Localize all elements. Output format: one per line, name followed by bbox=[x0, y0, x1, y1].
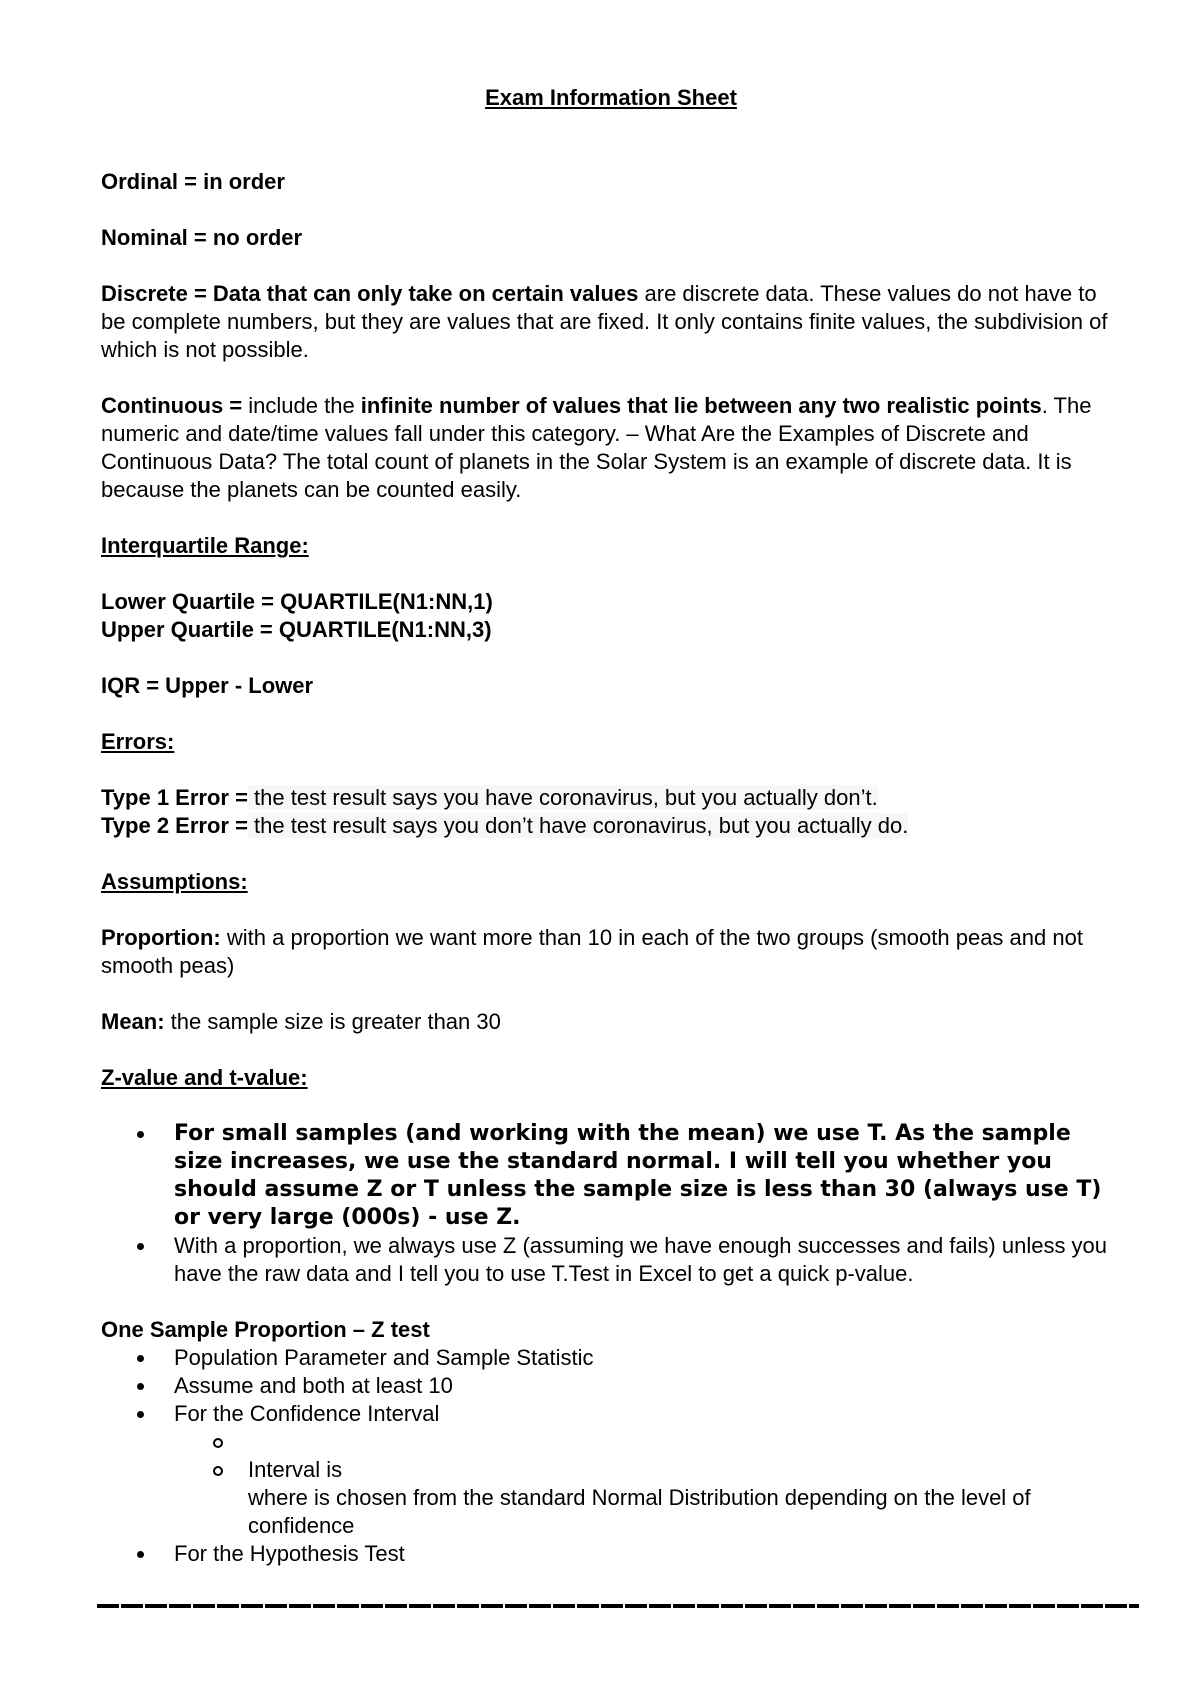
one-sample-list bbox=[101, 1344, 1121, 1568]
list-item: With a proportion, we always use Z (assuming we have enough successes and fails) unless you have the raw data and I tell you to use T.Test in Excel to get a quick p-value. bbox=[101, 1232, 1121, 1288]
assumptions-heading bbox=[101, 868, 1121, 896]
list-item: Assume and both at least 10 bbox=[101, 1372, 1121, 1400]
type2-text: the test result says you don’t have coronavirus, but you actually do. bbox=[247, 813, 909, 838]
document-page bbox=[101, 84, 1121, 1568]
upper-quartile-formula: Upper Quartile = QUARTILE(N1:NN,3) bbox=[101, 617, 492, 642]
continuous-bold-phrase: infinite number of values that lie between any two realistic points bbox=[360, 393, 1042, 418]
ordinal-text: Ordinal = in order bbox=[101, 169, 285, 194]
page-title: Exam Information Sheet bbox=[485, 85, 737, 110]
nominal-definition bbox=[101, 224, 1121, 252]
nominal-text: Nominal = no order bbox=[101, 225, 303, 250]
list-item: For the Confidence Interval bbox=[101, 1400, 1121, 1428]
list-item: For the Hypothesis Test bbox=[101, 1540, 1121, 1568]
spacer bbox=[101, 1288, 1121, 1316]
proportion-text: with a proportion we want more than 10 in each of the two groups (smooth peas and not smooth peas) bbox=[101, 925, 1083, 978]
iqr-formula-line bbox=[101, 672, 1121, 700]
type1-text: the test result says you have coronavirus, but you actually don’t. bbox=[247, 785, 878, 810]
proportion-label: Proportion: bbox=[101, 925, 221, 950]
sub-list-item bbox=[101, 1428, 1121, 1456]
page-break-rule bbox=[97, 1604, 1139, 1608]
quartile-formulas bbox=[101, 588, 1121, 616]
continuous-text-1: include the bbox=[242, 393, 361, 418]
zt-heading-text: Z-value and t-value: bbox=[101, 1065, 308, 1090]
interval-label: Interval is bbox=[248, 1457, 343, 1482]
mean-text: the sample size is greater than 30 bbox=[164, 1009, 501, 1034]
lower-quartile-formula: Lower Quartile = QUARTILE(N1:NN,1) bbox=[101, 589, 493, 614]
iqr-heading bbox=[101, 532, 1121, 560]
proportion-assumption bbox=[101, 924, 1121, 980]
discrete-text: are discrete data. These values do not have to be complete numbers, but they are values that are fixed. It only contains finite values, the subdivision of which is not possible. bbox=[101, 281, 1108, 362]
continuous-text-2: . The numeric and date/time values fall under this category. – What Are the Examples of Discrete and Continuous Data? The total count of planets in the Solar System is an example of discrete data. It is because the planets can be counted easily. bbox=[101, 393, 1092, 502]
one-sample-heading-text: One Sample Proportion – Z test bbox=[101, 1317, 430, 1342]
iqr-formula: IQR = Upper - Lower bbox=[101, 673, 314, 698]
errors-heading-text: Errors: bbox=[101, 729, 175, 754]
discrete-definition bbox=[101, 280, 1121, 364]
zt-heading bbox=[101, 1064, 1121, 1092]
type2-error bbox=[101, 812, 1121, 840]
continuous-definition bbox=[101, 392, 1121, 504]
list-item: For small samples (and working with the mean) we use T. As the sample size increases, we use the standard normal. I will tell you whether you should assume Z or T unless the sample size is less than 30 (always use T) or very large (000s) - use Z. bbox=[101, 1120, 1121, 1232]
zt-list bbox=[101, 1120, 1121, 1288]
type1-label: Type 1 Error = bbox=[101, 785, 248, 810]
continuous-bold-label: Continuous = bbox=[101, 393, 243, 418]
type2-label: Type 2 Error = bbox=[101, 813, 248, 838]
sub-list-item bbox=[101, 1456, 1121, 1540]
errors-heading bbox=[101, 728, 1121, 756]
list-item: Population Parameter and Sample Statistic bbox=[101, 1344, 1121, 1372]
mean-assumption bbox=[101, 1008, 1121, 1036]
type1-error bbox=[101, 784, 1121, 812]
ordinal-definition bbox=[101, 168, 1121, 196]
discrete-bold: Discrete = Data that can only take on certain values bbox=[101, 281, 639, 306]
upper-quartile-line bbox=[101, 616, 1121, 644]
iqr-heading-text: Interquartile Range: bbox=[101, 533, 309, 558]
assumptions-heading-text: Assumptions: bbox=[101, 869, 248, 894]
mean-label: Mean: bbox=[101, 1009, 165, 1034]
one-sample-heading bbox=[101, 1316, 1121, 1344]
interval-description: where is chosen from the standard Normal Distribution depending on the level of confidence bbox=[248, 1485, 1031, 1538]
